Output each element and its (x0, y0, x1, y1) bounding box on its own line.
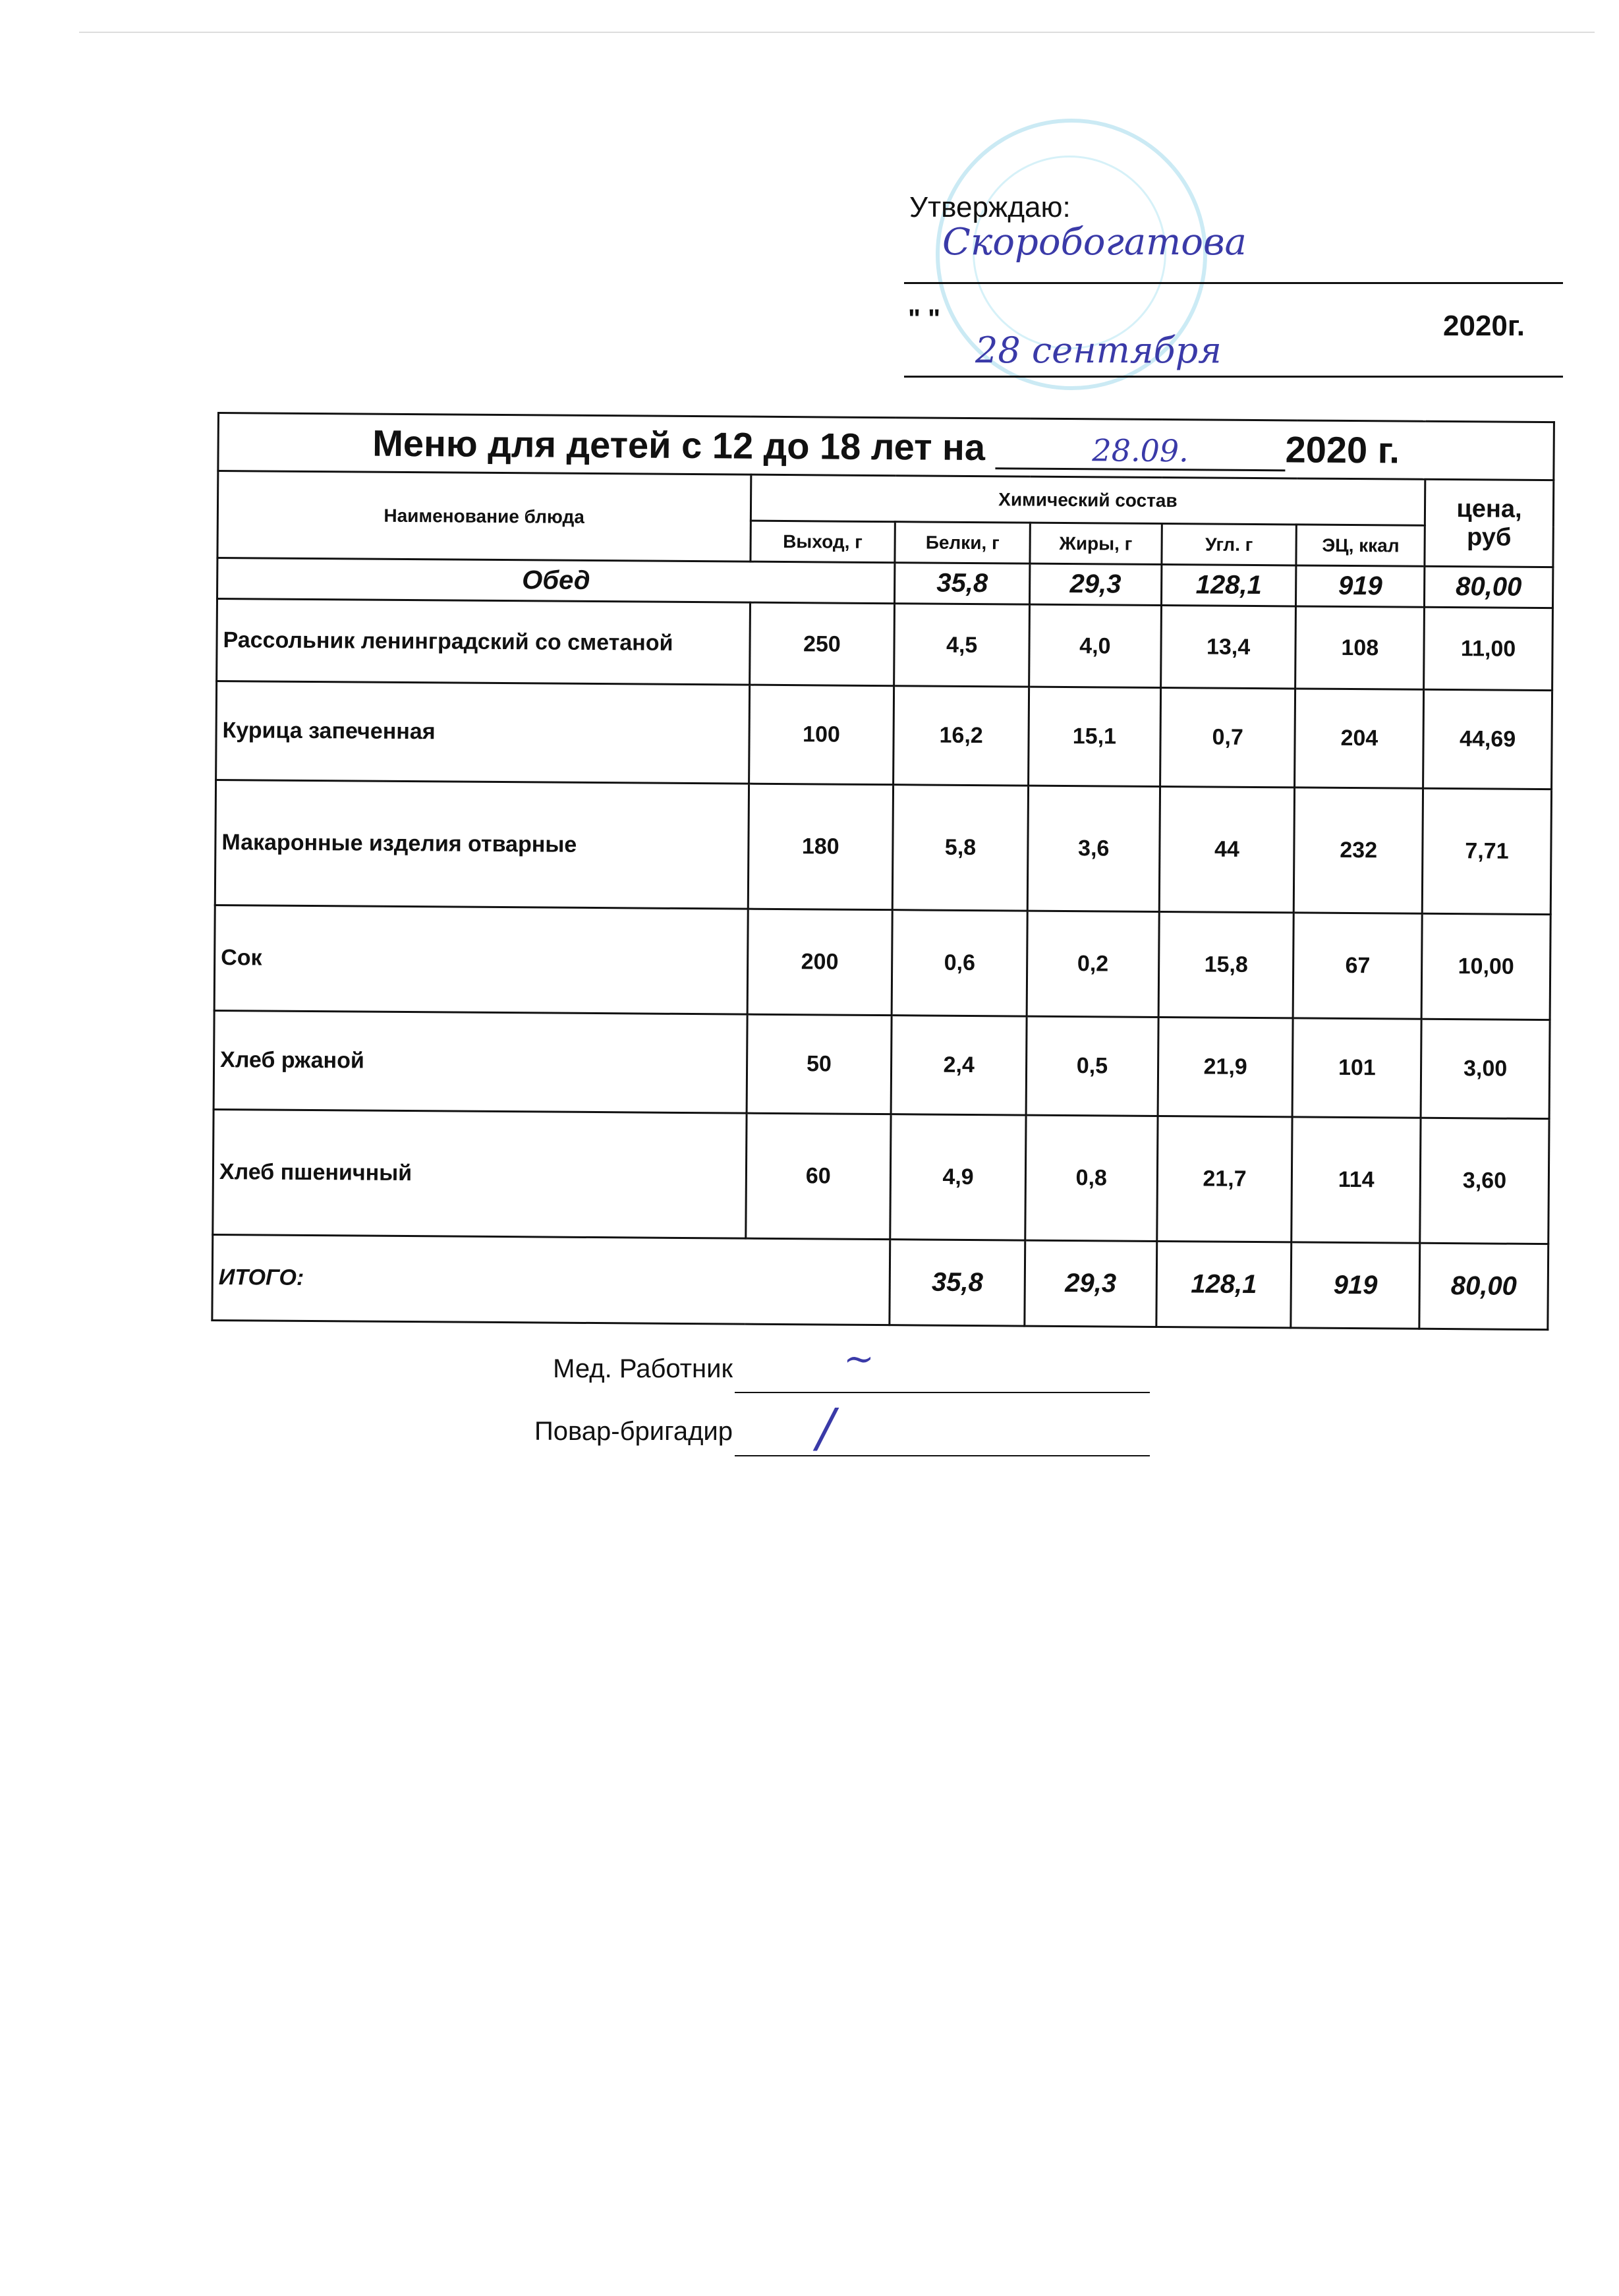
date-line (904, 376, 1563, 378)
header-kcal: ЭЦ, ккал (1296, 525, 1425, 566)
table-row (213, 1109, 1549, 1244)
approval-year: 2020г. (1443, 310, 1525, 342)
total-kcal: 919 (1291, 1242, 1420, 1329)
dish-fat: 0,8 (1025, 1115, 1158, 1241)
med-signature-line (735, 1392, 1150, 1393)
dish-yield: 180 (748, 784, 894, 910)
dish-kcal: 204 (1295, 689, 1424, 788)
dish-name: Сок (214, 905, 748, 1014)
header-price: цена, руб (1425, 479, 1554, 567)
dish-price: 10,00 (1421, 913, 1550, 1019)
dish-protein: 4,9 (890, 1114, 1026, 1240)
date-quotes: " " (908, 304, 941, 333)
meal-carb: 128,1 (1161, 565, 1296, 606)
med-signature: ~ (843, 1338, 874, 1381)
dish-yield: 60 (745, 1113, 891, 1240)
header-yield: Выход, г (750, 521, 895, 563)
header-protein: Белки, г (895, 522, 1030, 563)
dish-fat: 3,6 (1027, 786, 1160, 911)
table-row (213, 1010, 1550, 1118)
dish-price: 7,71 (1422, 788, 1551, 914)
dish-yield: 100 (749, 685, 894, 785)
dish-price: 3,60 (1420, 1118, 1549, 1244)
dish-protein: 5,8 (892, 785, 1028, 911)
dish-protein: 4,5 (894, 604, 1030, 687)
cook-signature-line (735, 1455, 1150, 1456)
approval-date: 28 сентября (975, 330, 1222, 371)
dish-price: 3,00 (1421, 1019, 1550, 1118)
dish-fat: 0,5 (1026, 1016, 1158, 1116)
meal-fat: 29,3 (1029, 563, 1161, 605)
cook-label: Повар-бригадир (534, 1417, 733, 1446)
dish-kcal: 101 (1293, 1018, 1422, 1118)
dish-name: Хлеб пшеничный (213, 1109, 747, 1238)
menu-table (211, 412, 1555, 1331)
meal-label: Обед (217, 558, 895, 604)
meal-kcal: 919 (1296, 565, 1425, 607)
title-suffix: 2020 г. (1285, 428, 1400, 471)
dish-kcal: 67 (1293, 913, 1423, 1019)
dish-carb: 44 (1159, 786, 1295, 912)
title-prefix: Меню для детей с 12 до 18 лет на (372, 422, 986, 468)
signature-line (904, 282, 1563, 284)
dish-name: Макаронные изделия отварные (215, 780, 749, 909)
dish-protein: 16,2 (894, 686, 1029, 786)
dish-name: Рассольник ленинградский со сметаной (217, 599, 750, 685)
meal-price: 80,00 (1425, 566, 1553, 608)
dish-fat: 0,2 (1027, 911, 1159, 1017)
total-label: ИТОГО: (212, 1234, 890, 1325)
header-fat: Жиры, г (1030, 523, 1162, 564)
total-row (212, 1234, 1548, 1329)
table-row (217, 599, 1553, 691)
dish-carb: 13,4 (1160, 606, 1296, 689)
table-row (214, 905, 1550, 1019)
dish-yield: 50 (747, 1014, 892, 1114)
dish-name: Хлеб ржаной (213, 1010, 747, 1113)
director-signature: Скоробогатова (942, 221, 1247, 264)
header-name: Наименование блюда (217, 471, 751, 562)
dish-kcal: 232 (1294, 788, 1423, 913)
dish-price: 44,69 (1423, 689, 1552, 789)
scan-edge (79, 32, 1595, 33)
menu-title (218, 413, 1554, 480)
dish-carb: 21,9 (1158, 1017, 1293, 1116)
header-carb: Угл. г (1162, 524, 1297, 565)
dish-fat: 4,0 (1029, 604, 1162, 687)
title-date: 28.09. (995, 432, 1285, 471)
dish-name: Курица запеченная (216, 681, 750, 784)
dish-carb: 15,8 (1158, 911, 1294, 1018)
total-fat: 29,3 (1025, 1240, 1157, 1327)
dish-carb: 21,7 (1156, 1116, 1292, 1242)
med-worker-label: Мед. Работник (553, 1354, 733, 1383)
dish-yield: 250 (749, 602, 895, 686)
dish-carb: 0,7 (1160, 688, 1295, 788)
dish-kcal: 114 (1292, 1117, 1421, 1243)
table-row (216, 681, 1552, 789)
total-carb: 128,1 (1156, 1241, 1292, 1327)
meal-protein: 35,8 (895, 563, 1030, 604)
total-price: 80,00 (1419, 1243, 1548, 1329)
dish-protein: 0,6 (892, 910, 1027, 1016)
approval-label: Утверждаю: (909, 191, 1071, 223)
dish-protein: 2,4 (891, 1016, 1027, 1115)
total-protein: 35,8 (890, 1240, 1025, 1326)
dish-kcal: 108 (1295, 606, 1425, 689)
cook-signature: / (817, 1397, 835, 1458)
header-chem: Химический состав (751, 474, 1425, 525)
table-row (215, 780, 1551, 914)
dish-price: 11,00 (1424, 607, 1553, 690)
dish-fat: 15,1 (1029, 687, 1161, 786)
dish-yield: 200 (747, 909, 893, 1016)
